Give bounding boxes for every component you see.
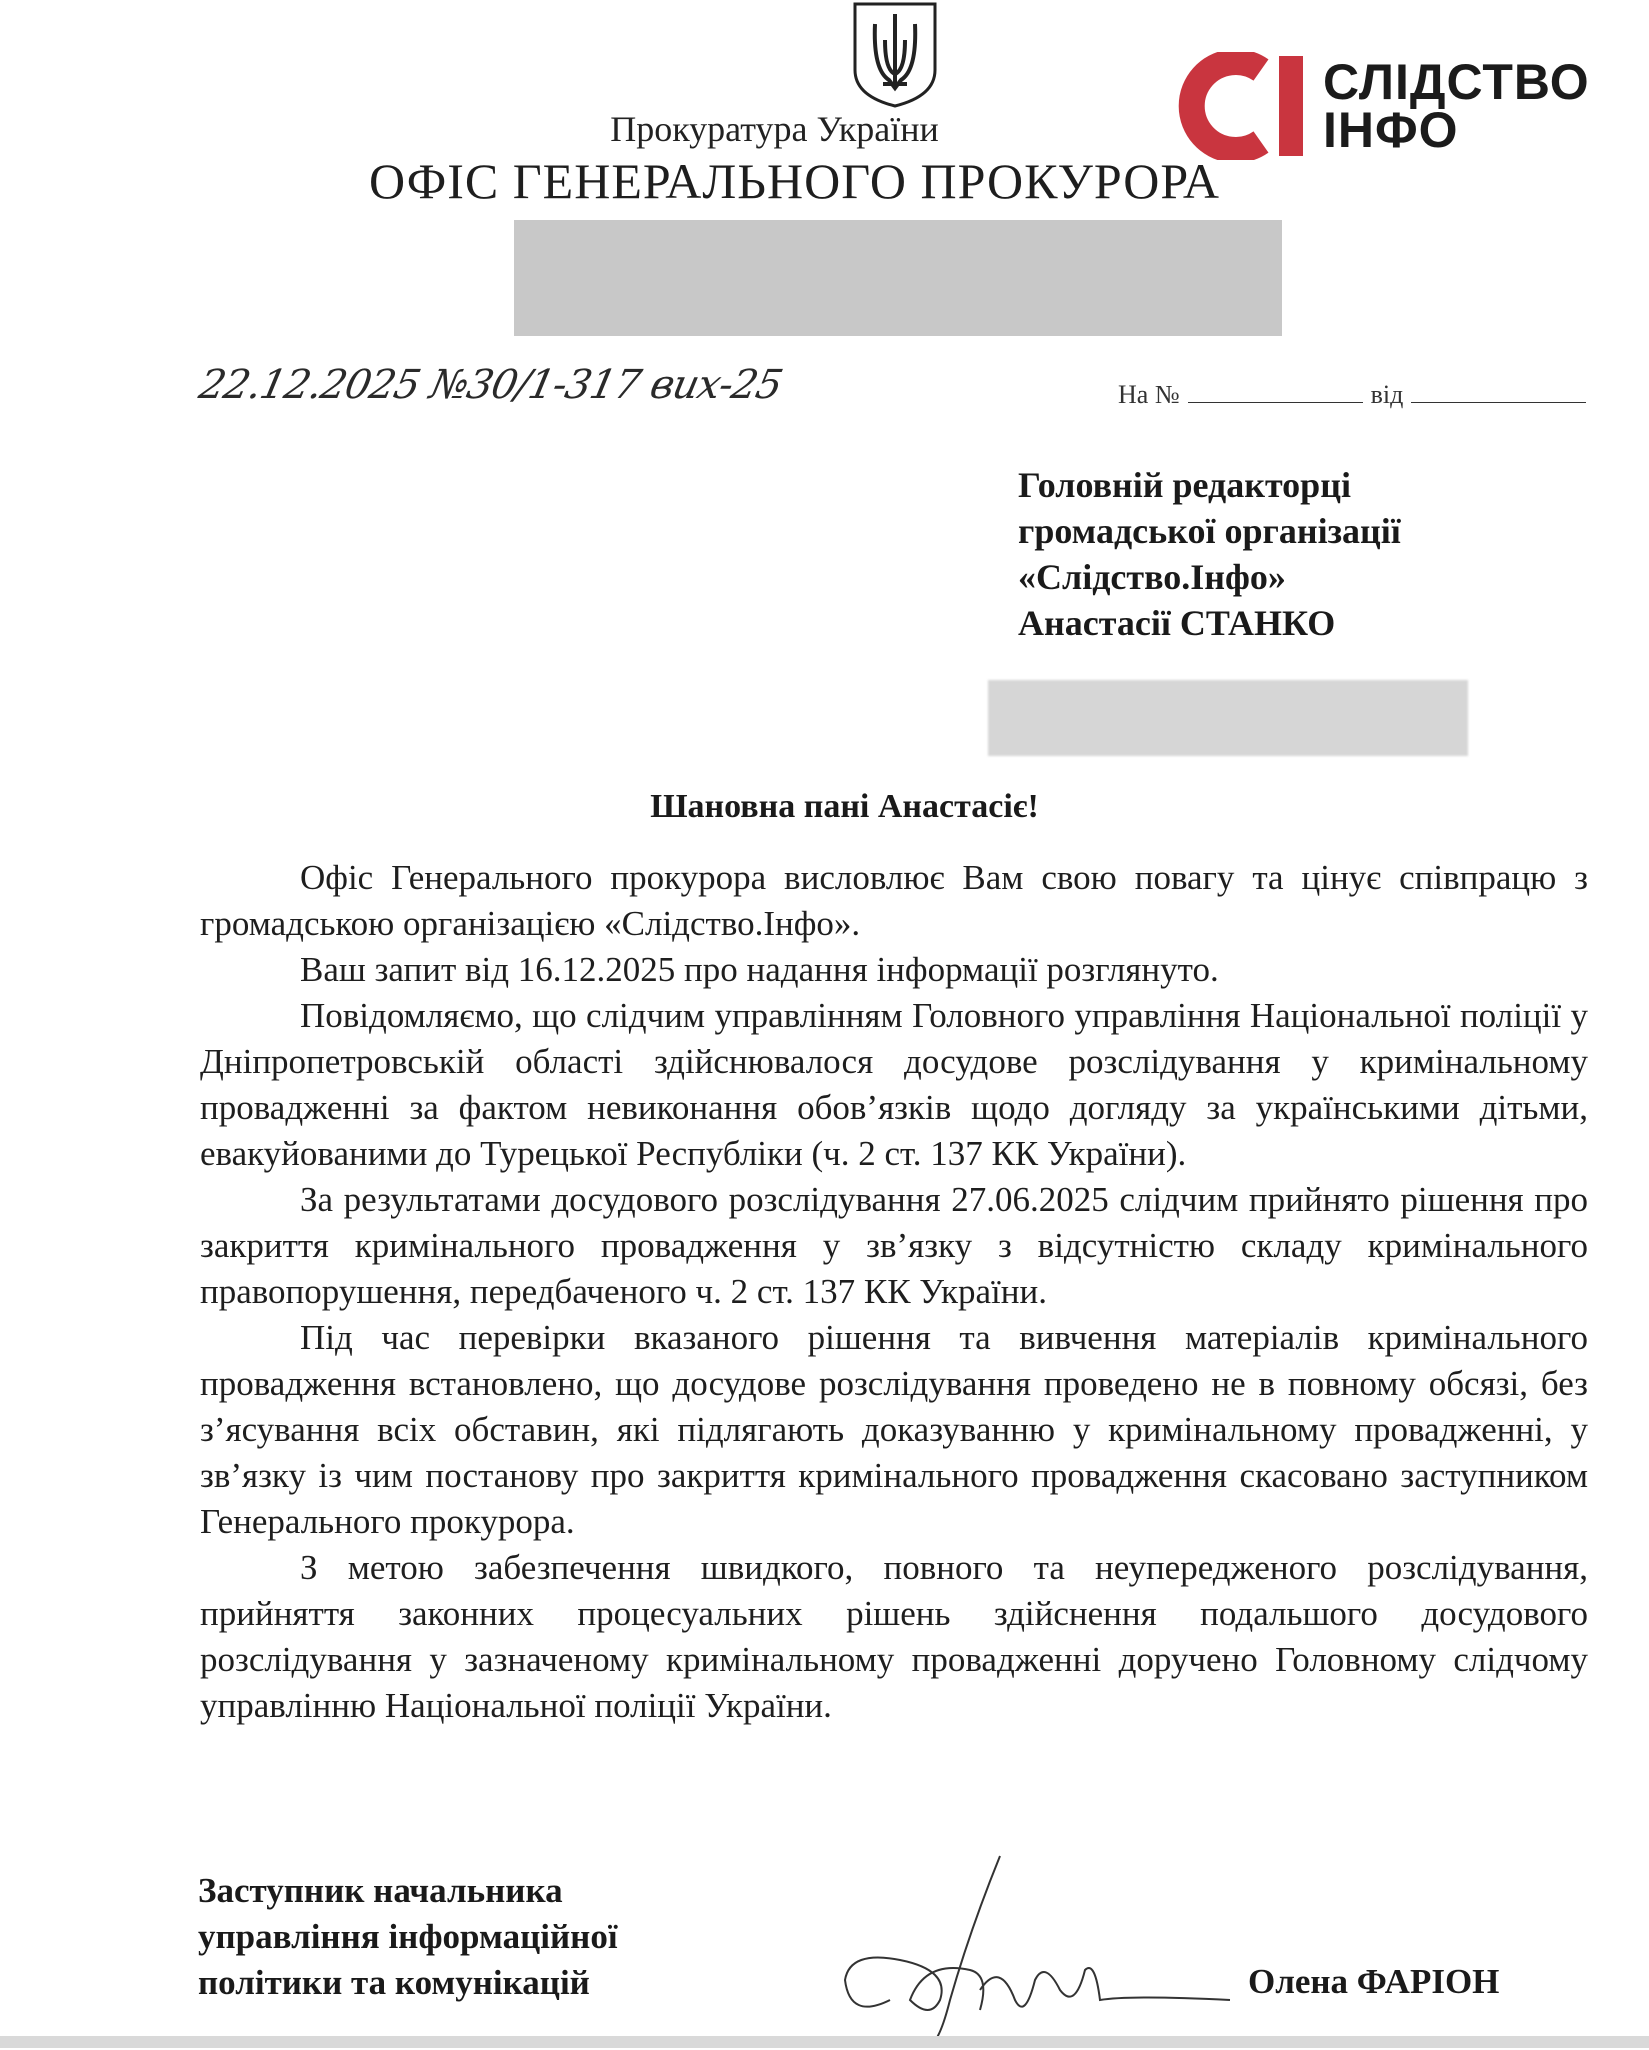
logo-line2: ІНФО <box>1323 102 1459 158</box>
addressee-line: Анастасії СТАНКО <box>1018 603 1336 643</box>
body-paragraph: За результатами досудового розслідування 27.06.2025 слідчим прийнято рішення про закриття кримінального провадження у зв’язку з відсутністю складу кримінального правопорушення, передбаченого ч. 2 ст. 137 КК України. <box>200 1180 1588 1311</box>
org-parent: Прокуратура України <box>610 109 939 149</box>
reference-line <box>1118 380 1594 410</box>
signer-title-line: політики та комунікацій <box>198 1963 590 2002</box>
signer-name: Олена ФАРІОН <box>1248 1962 1500 2001</box>
salutation: Шановна пані Анастасіє! <box>650 788 1039 825</box>
body-paragraph: Під час перевірки вказаного рішення та вивчення матеріалів кримінального провадження встановлено, що досудове розслідування проведено не в повному обсязі, без з’ясування всіх обставин, які підлягають доказуванню у кримінальному провадженні, у зв’язку із чим постанову про закриття кримінального провадження скасовано заступником Генерального прокурора. <box>200 1318 1588 1541</box>
ref-number-label: На № <box>1118 380 1180 409</box>
ref-number-blank <box>1188 380 1363 403</box>
body-paragraph: Офіс Генерального прокурора висловлює Вам свою повагу та цінує співпрацю з громадською організацією «Слідство.Інфо». <box>200 858 1588 943</box>
ref-date-label: від <box>1370 380 1404 409</box>
addressee-line: Головній редакторці <box>1018 465 1351 505</box>
redacted-address <box>988 680 1468 756</box>
handwritten-signature-icon <box>830 1850 1250 2050</box>
signer-title-line: управління інформаційної <box>198 1917 618 1956</box>
body-paragraph: Повідомляємо, що слідчим управлінням Головного управління Національної поліції у Дніпропетровській області здійснювалося досудове розслідування у кримінальному провадженні за фактом невиконання обов’язків щодо догляду за українськими дітьми, евакуйованими до Турецької Республіки (ч. 2 ст. 137 КК України). <box>200 996 1588 1173</box>
page-bottom-edge <box>0 2036 1649 2048</box>
body-paragraph: З метою забезпечення швидкого, повного та неупередженого розслідування, прийняття законних процесуальних рішень здійснення подальшого досудового розслідування у зазначеному кримінальному провадженні доручено Головному слідчому управлінню Національної поліції України. <box>200 1548 1588 1725</box>
org-name: ОФІС ГЕНЕРАЛЬНОГО ПРОКУРОРА <box>369 153 1220 209</box>
signer-title-line: Заступник начальника <box>198 1871 563 1910</box>
addressee-block <box>1018 462 1401 646</box>
outgoing-number: 22.12.2025 №30/1-317 вих-25 <box>195 362 786 408</box>
letter-body <box>200 855 1588 1729</box>
tryzub-icon <box>845 0 945 108</box>
signer-title <box>198 1868 618 2006</box>
logo-line1: СЛІДСТВО <box>1323 54 1590 110</box>
redacted-contact-block <box>514 220 1282 336</box>
addressee-line: громадської організації <box>1018 511 1401 551</box>
body-paragraph: Ваш запит від 16.12.2025 про надання інформації розглянуто. <box>300 950 1219 989</box>
addressee-line: «Слідство.Інфо» <box>1018 557 1286 597</box>
ref-date-blank <box>1411 380 1586 403</box>
